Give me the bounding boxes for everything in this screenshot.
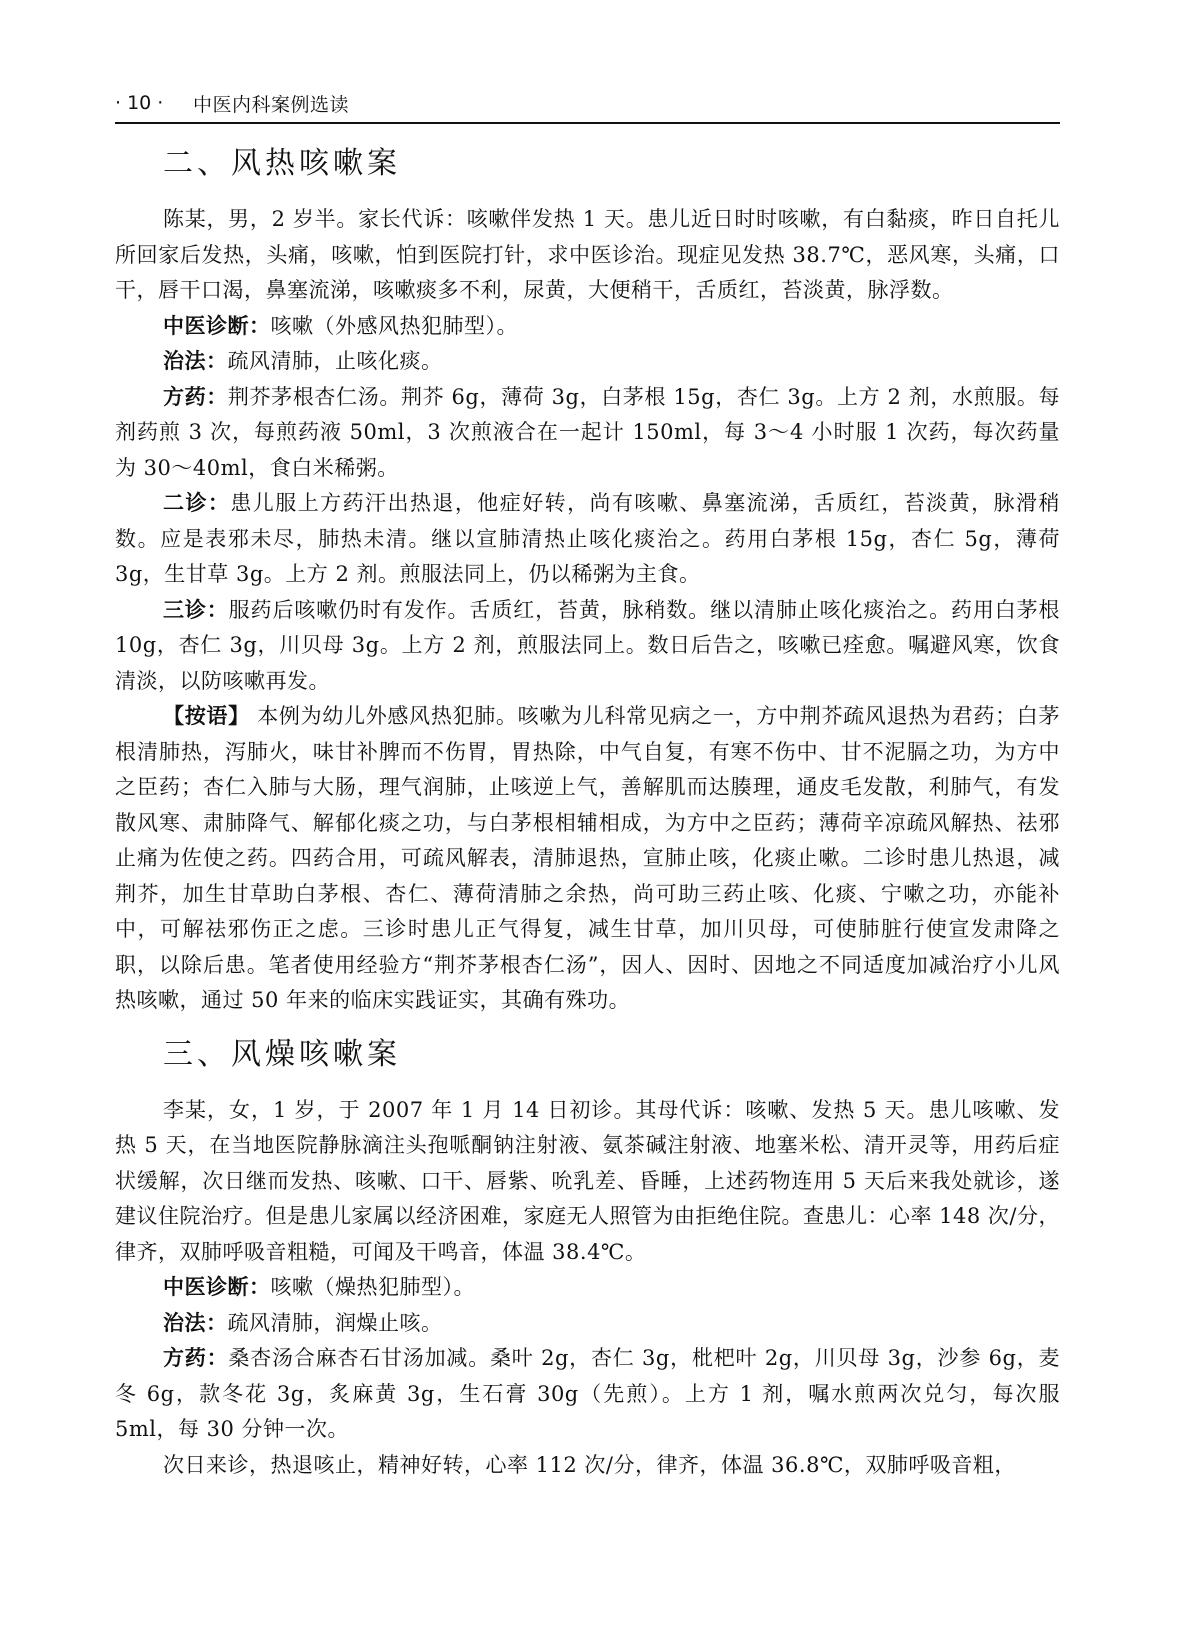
commentary-label: 【按语】 xyxy=(163,704,250,728)
diagnosis-label: 中医诊断： xyxy=(163,313,271,338)
diagnosis-paragraph-2 xyxy=(115,1270,1060,1306)
treatment-paragraph-2 xyxy=(115,1306,1060,1342)
prescription-text: 荆芥茅根杏仁汤。荆芥 6g，薄荷 3g，白茅根 15g，杏仁 3g。上方 2 剂，水煎服。每剂药煎 3 次，每煎药液 50ml，3 次煎液合在一起计 150ml，每 3～4 小时服 1 次药，每次药量为 30～40ml，食白米稀粥。 xyxy=(115,384,1060,480)
next-day-text: 次日来诊，热退咳止，精神好转，心率 112 次/分，律齐，体温 36.8℃，双肺呼吸音粗， xyxy=(163,1452,1016,1477)
case-intro-2-text: 李某，女，1 岁，于 2007 年 1 月 14 日初诊。其母代诉：咳嗽、发热 5 天。患儿咳嗽、发热 5 天，在当地医院静脉滴注头孢哌酮钠注射液、氨茶碱注射液、地塞米松、清开灵等，用药后症状缓解，次日继而发热、咳嗽、口干、唇紫、吮乳差、昏睡，上述药物连用 5 天后来我处就诊，遂建议住院治疗。但是患儿家属以经济困难，家庭无人照管为由拒绝住院。查患儿：心率 148 次/分，律齐，双肺呼吸音粗糙，可闻及干鸣音，体温 38.4℃。 xyxy=(115,1097,1061,1264)
commentary-paragraph xyxy=(115,699,1060,1019)
third-visit-paragraph xyxy=(115,593,1060,700)
running-header xyxy=(115,84,1060,124)
third-visit-label: 三诊： xyxy=(163,597,229,622)
diagnosis-text: 咳嗽（外感风热犯肺型）。 xyxy=(270,313,518,338)
case-intro xyxy=(115,202,1060,309)
treatment-paragraph xyxy=(115,344,1060,380)
page-number: · 10 · xyxy=(115,92,164,114)
second-visit-label: 二诊： xyxy=(163,491,231,515)
diagnosis-label-2: 中医诊断： xyxy=(163,1275,271,1299)
treatment-text: 疏风清肺，止咳化痰。 xyxy=(227,349,443,373)
third-visit-text: 服药后咳嗽仍时有发作。舌质红，苔黄，脉稍数。继以清肺止咳化痰治之。药用白茅根 10g，杏仁 3g，川贝母 3g。上方 2 剂，煎服法同上。数日后告之，咳嗽已痊愈。嘱避风寒，饮食清淡，以防咳嗽再发。 xyxy=(115,597,1061,693)
treatment-label: 治法： xyxy=(163,349,228,373)
prescription-label-2: 方药： xyxy=(163,1346,229,1370)
diagnosis-paragraph xyxy=(115,309,1060,345)
prescription-paragraph-2 xyxy=(115,1341,1060,1448)
diagnosis-text-2: 咳嗽（燥热犯肺型）。 xyxy=(270,1275,475,1299)
prescription-label: 方药： xyxy=(163,384,228,409)
next-day-paragraph xyxy=(115,1448,1060,1484)
second-visit-paragraph xyxy=(115,486,1060,593)
treatment-label-2: 治法： xyxy=(163,1310,228,1335)
second-visit-text: 患儿服上方药汗出热退，他症好转，尚有咳嗽、鼻塞流涕，舌质红，苔淡黄，脉滑稍数。应是表邪未尽，肺热未清。继以宣肺清热止咳化痰治之。药用白茅根 15g，杏仁 5g，薄荷 3g，生甘草 3g。上方 2 剂。煎服法同上，仍以稀粥为主食。 xyxy=(115,491,1061,586)
book-title: 中医内科案例选读 xyxy=(193,93,350,116)
commentary-text: 本例为幼儿外感风热犯肺。咳嗽为儿科常见病之一，方中荆芥疏风退热为君药；白茅根清肺热，泻肺火，味甘补脾而不伤胃，胃热除，中气自复，有寒不伤中、甘不泥膈之功，为方中之臣药；杏仁入肺与大肠，理气润肺，止咳逆上气，善解肌而达腠理，通皮毛发散，利肺气，有发散风寒、肃肺降气、解郁化痰之功，与白茅根相辅相成，为方中之臣药；薄荷辛凉疏风解热、祛邪止痛为佐使之药。四药合用，可疏风解表，清肺退热，宣肺止咳，化痰止嗽。二诊时患儿热退，减荆芥，加生甘草助白茅根、杏仁、薄荷清肺之余热，尚可助三药止咳、化痰、宁嗽之功，亦能补中，可解祛邪伤正之虑。三诊时患儿正气得复，减生甘草，加川贝母，可使肺脏行使宣发肃降之职，以除后患。笔者使用经验方“荆芥茅根杏仁汤”，因人、因时、因地之不同适度加减治疗小儿风热咳嗽，通过 50 年来的临床实践证实，其确有殊功。 xyxy=(115,704,1060,1012)
case-intro-2 xyxy=(115,1093,1060,1271)
page xyxy=(115,84,1060,1483)
prescription-text-2: 桑杏汤合麻杏石甘汤加减。桑叶 2g，杏仁 3g，枇杷叶 2g，川贝母 3g，沙参 6g，麦冬 6g，款冬花 3g，炙麻黄 3g，生石膏 30g（先煎）。上方 1 剂，嘱水煎两次兑匀，每次服 5ml，每 30 分钟一次。 xyxy=(115,1346,1060,1441)
prescription-paragraph xyxy=(115,380,1060,487)
treatment-text-2: 疏风清肺，润燥止咳。 xyxy=(227,1310,443,1335)
section-title-wind-heat-cough: 二、风热咳嗽案 xyxy=(163,146,401,181)
case-intro-text: 陈某，男，2 岁半。家长代诉：咳嗽伴发热 1 天。患儿近日时时咳嗽，有白黏痰，昨日自托儿所回家后发热，头痛，咳嗽，怕到医院打针，求中医诊治。现症见发热 38.7℃，恶风寒，头痛，口干，唇干口渴，鼻塞流涕，咳嗽痰多不利，尿黄，大便稍干，舌质红，苔淡黄，脉浮数。 xyxy=(115,207,1060,302)
section-title-wind-dryness-cough: 三、风燥咳嗽案 xyxy=(163,1036,401,1072)
